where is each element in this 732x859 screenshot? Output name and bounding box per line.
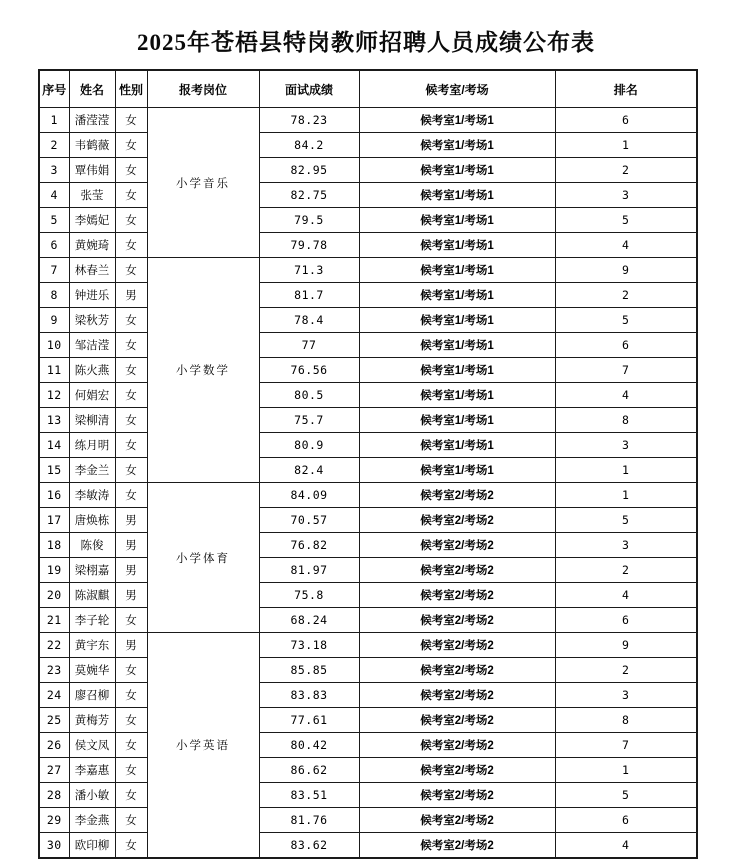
cell-gender: 女 — [115, 208, 147, 233]
cell-room: 候考室2/考场2 — [359, 808, 555, 833]
cell-rank: 6 — [555, 608, 697, 633]
cell-position: 小学体育 — [147, 483, 259, 633]
cell-name: 唐焕栋 — [69, 508, 115, 533]
cell-position: 小学数学 — [147, 258, 259, 483]
header-score: 面试成绩 — [259, 70, 359, 108]
cell-name: 廖召柳 — [69, 683, 115, 708]
cell-score: 73.18 — [259, 633, 359, 658]
cell-score: 85.85 — [259, 658, 359, 683]
cell-rank: 8 — [555, 408, 697, 433]
cell-name: 黄婉琦 — [69, 233, 115, 258]
cell-rank: 7 — [555, 358, 697, 383]
cell-gender: 女 — [115, 358, 147, 383]
cell-name: 李嘉惠 — [69, 758, 115, 783]
cell-name: 侯文凤 — [69, 733, 115, 758]
header-rank: 排名 — [555, 70, 697, 108]
cell-no: 11 — [39, 358, 69, 383]
table-row — [39, 608, 697, 633]
cell-room: 候考室1/考场1 — [359, 158, 555, 183]
cell-gender: 女 — [115, 158, 147, 183]
cell-no: 26 — [39, 733, 69, 758]
cell-rank: 9 — [555, 633, 697, 658]
cell-score: 71.3 — [259, 258, 359, 283]
cell-rank: 3 — [555, 433, 697, 458]
cell-gender: 女 — [115, 408, 147, 433]
cell-name: 李敏涛 — [69, 483, 115, 508]
cell-no: 19 — [39, 558, 69, 583]
table-row — [39, 158, 697, 183]
cell-no: 29 — [39, 808, 69, 833]
cell-rank: 2 — [555, 658, 697, 683]
cell-name: 潘小敏 — [69, 783, 115, 808]
cell-no: 25 — [39, 708, 69, 733]
cell-no: 30 — [39, 833, 69, 859]
cell-rank: 1 — [555, 458, 697, 483]
cell-name: 陈淑麒 — [69, 583, 115, 608]
cell-gender: 女 — [115, 308, 147, 333]
cell-room: 候考室1/考场1 — [359, 433, 555, 458]
table-row — [39, 433, 697, 458]
cell-rank: 5 — [555, 508, 697, 533]
table-row — [39, 458, 697, 483]
cell-room: 候考室1/考场1 — [359, 183, 555, 208]
table-row — [39, 833, 697, 859]
cell-no: 27 — [39, 758, 69, 783]
cell-room: 候考室1/考场1 — [359, 458, 555, 483]
cell-score: 76.56 — [259, 358, 359, 383]
cell-room: 候考室2/考场2 — [359, 708, 555, 733]
table-row — [39, 633, 697, 658]
table-row — [39, 208, 697, 233]
cell-gender: 女 — [115, 783, 147, 808]
cell-gender: 男 — [115, 558, 147, 583]
cell-name: 张莹 — [69, 183, 115, 208]
cell-name: 陈火燕 — [69, 358, 115, 383]
cell-room: 候考室1/考场1 — [359, 233, 555, 258]
cell-gender: 男 — [115, 583, 147, 608]
cell-no: 4 — [39, 183, 69, 208]
cell-room: 候考室2/考场2 — [359, 683, 555, 708]
cell-rank: 5 — [555, 308, 697, 333]
table-row — [39, 808, 697, 833]
cell-no: 12 — [39, 383, 69, 408]
cell-no: 1 — [39, 108, 69, 133]
cell-no: 23 — [39, 658, 69, 683]
cell-score: 83.51 — [259, 783, 359, 808]
header-no: 序号 — [39, 70, 69, 108]
cell-rank: 3 — [555, 183, 697, 208]
cell-rank: 6 — [555, 108, 697, 133]
cell-rank: 3 — [555, 533, 697, 558]
cell-score: 80.42 — [259, 733, 359, 758]
table-row — [39, 658, 697, 683]
cell-room: 候考室2/考场2 — [359, 633, 555, 658]
cell-room: 候考室1/考场1 — [359, 308, 555, 333]
cell-score: 81.76 — [259, 808, 359, 833]
header-room: 候考室/考场 — [359, 70, 555, 108]
cell-score: 80.5 — [259, 383, 359, 408]
cell-no: 16 — [39, 483, 69, 508]
cell-rank: 2 — [555, 283, 697, 308]
cell-score: 75.8 — [259, 583, 359, 608]
cell-score: 82.95 — [259, 158, 359, 183]
table-row — [39, 133, 697, 158]
cell-name: 韦鹤薇 — [69, 133, 115, 158]
cell-rank: 7 — [555, 733, 697, 758]
score-table — [38, 69, 698, 859]
cell-gender: 女 — [115, 133, 147, 158]
table-row — [39, 708, 697, 733]
table-row — [39, 308, 697, 333]
cell-room: 候考室1/考场1 — [359, 258, 555, 283]
cell-name: 李嫣妃 — [69, 208, 115, 233]
cell-score: 80.9 — [259, 433, 359, 458]
table-row — [39, 333, 697, 358]
table-row — [39, 783, 697, 808]
cell-position: 小学英语 — [147, 633, 259, 859]
cell-name: 陈俊 — [69, 533, 115, 558]
table-row — [39, 233, 697, 258]
cell-name: 练月明 — [69, 433, 115, 458]
cell-rank: 1 — [555, 758, 697, 783]
cell-rank: 5 — [555, 783, 697, 808]
cell-name: 莫婉华 — [69, 658, 115, 683]
cell-score: 81.97 — [259, 558, 359, 583]
cell-no: 21 — [39, 608, 69, 633]
cell-gender: 女 — [115, 458, 147, 483]
cell-score: 77 — [259, 333, 359, 358]
cell-rank: 6 — [555, 808, 697, 833]
cell-score: 82.4 — [259, 458, 359, 483]
cell-gender: 女 — [115, 108, 147, 133]
cell-gender: 男 — [115, 283, 147, 308]
table-header-row — [39, 70, 697, 108]
cell-gender: 女 — [115, 233, 147, 258]
cell-no: 20 — [39, 583, 69, 608]
cell-gender: 女 — [115, 683, 147, 708]
cell-name: 梁栩嘉 — [69, 558, 115, 583]
cell-name: 钟进乐 — [69, 283, 115, 308]
table-row — [39, 283, 697, 308]
cell-no: 17 — [39, 508, 69, 533]
cell-gender: 女 — [115, 183, 147, 208]
cell-score: 76.82 — [259, 533, 359, 558]
cell-room: 候考室2/考场2 — [359, 608, 555, 633]
cell-name: 欧印柳 — [69, 833, 115, 859]
table-row — [39, 508, 697, 533]
cell-room: 候考室1/考场1 — [359, 208, 555, 233]
table-row — [39, 108, 697, 133]
table-row — [39, 533, 697, 558]
cell-name: 潘滢滢 — [69, 108, 115, 133]
table-row — [39, 383, 697, 408]
cell-score: 82.75 — [259, 183, 359, 208]
cell-score: 83.62 — [259, 833, 359, 859]
table-row — [39, 758, 697, 783]
cell-room: 候考室2/考场2 — [359, 558, 555, 583]
cell-room: 候考室2/考场2 — [359, 783, 555, 808]
cell-no: 7 — [39, 258, 69, 283]
cell-no: 28 — [39, 783, 69, 808]
cell-room: 候考室1/考场1 — [359, 383, 555, 408]
cell-name: 黄宇东 — [69, 633, 115, 658]
cell-name: 李金兰 — [69, 458, 115, 483]
cell-room: 候考室1/考场1 — [359, 108, 555, 133]
cell-rank: 5 — [555, 208, 697, 233]
table-row — [39, 583, 697, 608]
cell-no: 5 — [39, 208, 69, 233]
cell-room: 候考室1/考场1 — [359, 283, 555, 308]
cell-gender: 女 — [115, 733, 147, 758]
cell-gender: 女 — [115, 333, 147, 358]
cell-score: 86.62 — [259, 758, 359, 783]
cell-rank: 2 — [555, 558, 697, 583]
cell-no: 3 — [39, 158, 69, 183]
cell-rank: 4 — [555, 383, 697, 408]
cell-room: 候考室1/考场1 — [359, 408, 555, 433]
cell-room: 候考室1/考场1 — [359, 358, 555, 383]
cell-no: 15 — [39, 458, 69, 483]
cell-name: 何娟宏 — [69, 383, 115, 408]
cell-room: 候考室2/考场2 — [359, 658, 555, 683]
cell-gender: 女 — [115, 708, 147, 733]
cell-score: 81.7 — [259, 283, 359, 308]
cell-score: 68.24 — [259, 608, 359, 633]
cell-score: 77.61 — [259, 708, 359, 733]
cell-gender: 女 — [115, 258, 147, 283]
table-row — [39, 183, 697, 208]
cell-name: 李金燕 — [69, 808, 115, 833]
cell-rank: 3 — [555, 683, 697, 708]
cell-no: 22 — [39, 633, 69, 658]
cell-gender: 女 — [115, 758, 147, 783]
cell-no: 8 — [39, 283, 69, 308]
cell-room: 候考室2/考场2 — [359, 483, 555, 508]
cell-name: 覃伟娟 — [69, 158, 115, 183]
cell-score: 79.78 — [259, 233, 359, 258]
cell-rank: 1 — [555, 483, 697, 508]
cell-rank: 4 — [555, 233, 697, 258]
cell-name: 邹洁滢 — [69, 333, 115, 358]
table-row — [39, 733, 697, 758]
cell-room: 候考室2/考场2 — [359, 833, 555, 859]
cell-score: 79.5 — [259, 208, 359, 233]
cell-name: 梁秋芳 — [69, 308, 115, 333]
cell-room: 候考室1/考场1 — [359, 333, 555, 358]
cell-rank: 1 — [555, 133, 697, 158]
table-row — [39, 408, 697, 433]
cell-gender: 男 — [115, 508, 147, 533]
cell-no: 13 — [39, 408, 69, 433]
cell-room: 候考室2/考场2 — [359, 508, 555, 533]
cell-gender: 女 — [115, 383, 147, 408]
header-gender: 性别 — [115, 70, 147, 108]
cell-room: 候考室2/考场2 — [359, 583, 555, 608]
cell-score: 78.23 — [259, 108, 359, 133]
cell-room: 候考室1/考场1 — [359, 133, 555, 158]
table-row — [39, 258, 697, 283]
cell-room: 候考室2/考场2 — [359, 733, 555, 758]
cell-rank: 6 — [555, 333, 697, 358]
cell-gender: 女 — [115, 608, 147, 633]
cell-gender: 女 — [115, 808, 147, 833]
cell-rank: 8 — [555, 708, 697, 733]
cell-no: 2 — [39, 133, 69, 158]
cell-gender: 女 — [115, 433, 147, 458]
cell-name: 林春兰 — [69, 258, 115, 283]
cell-score: 83.83 — [259, 683, 359, 708]
table-row — [39, 683, 697, 708]
cell-position: 小学音乐 — [147, 108, 259, 258]
cell-rank: 9 — [555, 258, 697, 283]
cell-gender: 女 — [115, 658, 147, 683]
cell-score: 78.4 — [259, 308, 359, 333]
header-name: 姓名 — [69, 70, 115, 108]
cell-score: 70.57 — [259, 508, 359, 533]
header-position: 报考岗位 — [147, 70, 259, 108]
cell-no: 10 — [39, 333, 69, 358]
cell-score: 75.7 — [259, 408, 359, 433]
cell-no: 6 — [39, 233, 69, 258]
cell-gender: 女 — [115, 833, 147, 859]
cell-name: 梁柳清 — [69, 408, 115, 433]
cell-score: 84.2 — [259, 133, 359, 158]
page-title: 2025年苍梧县特岗教师招聘人员成绩公布表 — [137, 30, 595, 55]
cell-gender: 男 — [115, 633, 147, 658]
table-body — [39, 108, 697, 859]
cell-no: 18 — [39, 533, 69, 558]
cell-no: 9 — [39, 308, 69, 333]
cell-name: 黄梅芳 — [69, 708, 115, 733]
cell-no: 14 — [39, 433, 69, 458]
cell-rank: 4 — [555, 833, 697, 859]
cell-no: 24 — [39, 683, 69, 708]
cell-score: 84.09 — [259, 483, 359, 508]
cell-room: 候考室2/考场2 — [359, 758, 555, 783]
cell-name: 李子轮 — [69, 608, 115, 633]
cell-gender: 女 — [115, 483, 147, 508]
table-row — [39, 358, 697, 383]
cell-gender: 男 — [115, 533, 147, 558]
table-row — [39, 483, 697, 508]
table-row — [39, 558, 697, 583]
cell-rank: 2 — [555, 158, 697, 183]
cell-room: 候考室2/考场2 — [359, 533, 555, 558]
cell-rank: 4 — [555, 583, 697, 608]
